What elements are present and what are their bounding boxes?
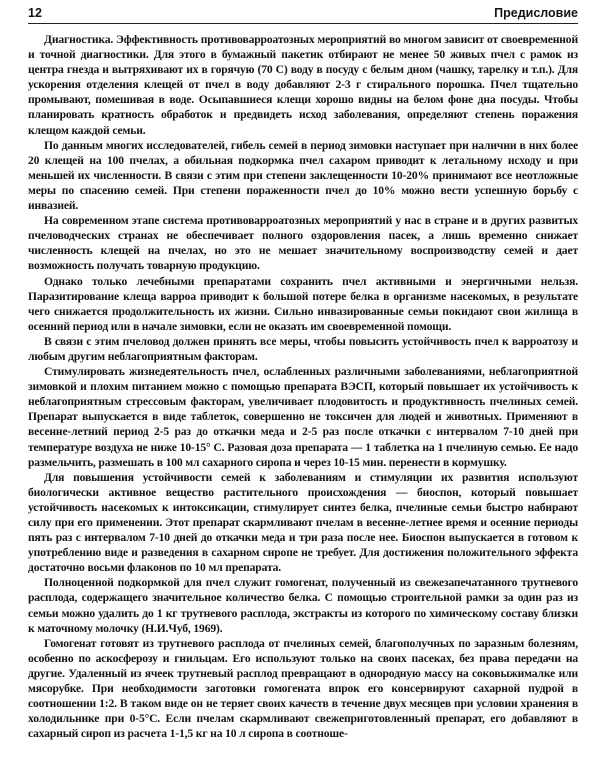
- paragraph-beekeeper-measures: В связи с этим пчеловод должен принять все меры, чтобы повысить устойчивость пчел к варроатозу и любым другим неблагоприятным факторам.: [28, 334, 578, 363]
- paragraph-diagnostics: Диагностика. Эффективность противоварроатозных мероприятий во многом зависит от своевременной и точной диагностики. Для этого в бумажный пакетик отбирают не менее 50 живых пчел с рамок из центра гнезда и вытряхивают их в горячую (70 С) воду в посуду с белым дном (чашку, тарелку и т.п.). Для ускорения отделения клещей от пчел в воду добавляют 2-3 г стирального порошка. Пчел тщательно промывают, помешивая в воде. Осыпавшиеся клещи хорошо видны на белом фоне дна посуды. Чтобы планировать кратность обработок и предвидеть исход заболевания, определяют степень поражения клещом каждой семьи.: [28, 33, 578, 137]
- section-title: Предисловие: [494, 6, 578, 20]
- page-body: [28, 32, 578, 752]
- paragraph-treatment-limits: Однако только лечебными препаратами сохранить пчел активными и энергичными нельзя. Паразитирование клеща варроа приводит к большой потере белка в организме насекомых, в результате чего снижается продолжительность их жизни. Сильно инвазированные семьи покидают свои жилища в осенний период или в начале зимовки, если не оказать им своевременной помощи.: [28, 274, 578, 333]
- page-number: 12: [28, 6, 42, 20]
- paragraph-vesp-preparation: Стимулировать жизнедеятельность пчел, ослабленных различными заболеваниями, неблагоприятной зимовкой и плохим питанием можно с помощью препарата ВЭСП, который повышает их устойчивость к неблагоприятным стрессовым факторам, увеличивает плодовитость и продуктивность пчелиных семей. Препарат выпускается в виде таблеток, совершенно не токсичен для людей и животных. Применяют в весенне-летний период 2-5 раз до откачки меда и 2-5 раз после откачки с интервалом 7-10 дней при температуре воздуха не ниже 10-15° С. Разовая доза препарата — 1 таблетка на 1 пчелиную семью. Ее надо размельчить, размешать в 100 мл сахарного сиропа и через 10-15 мин. перенести в кормушку.: [28, 365, 578, 469]
- paragraph-mite-threshold: По данным многих исследователей, гибель семей в период зимовки наступает при наличии в них более 20 клещей на 100 пчелах, а обильная подкормка пчел сахаром приводит к летальному исходу и при меньшей их численности. В связи с этим при степени заклещенности 10-20% принимают все неотложные меры по спасению семей. При степени пораженности пчел до 10% можно вести успешную борьбу с инвазией.: [28, 138, 578, 213]
- paragraph-current-system: На современном этапе система противоварроатозных мероприятий у нас в стране и в других развитых пчеловодческих странах не обеспечивает полного оздоровления пасек, а лишь временно снижает численность клещей на пчелах, но это не мешает значительному воспроизводству семей и дает возможность получать товарную продукцию.: [28, 214, 578, 273]
- paragraph-biospon: Для повышения устойчивости семей к заболеваниям и стимуляции их развития используют биологически активное вещество растительного происхождения — биоспон, который повышает устойчивость насекомых к интоксикации, стимулирует синтез белка, пчелиные семьи быстро набирают силу при его применении. Этот препарат скармливают пчелам в весенне-летнее время и осенние периоды пять раз с интервалом 7-10 дней до откачки меда и три раза после нее. Биоспон выпускается в готовом к употреблению виде и разведения в сахарном сиропе не требует. Для достижения положительного эффекта достаточно восьми флаконов по 10 мл препарата.: [28, 470, 578, 575]
- page-header: [28, 6, 578, 24]
- paragraph-homogenate-intro: Полноценной подкормкой для пчел служит гомогенат, полученный из свежезапечатанного трутневого расплода, содержащего значительное количество белка. С помощью строительной рамки за один раз из семьи можно удалить до 1 кг трутневого расплода, экстракты из которого по химическому составу близки к маточному молочку (Н.И.Чуб, 1969).: [28, 576, 578, 635]
- paragraph-homogenate-preparation: Гомогенат готовят из трутневого расплода от пчелиных семей, благополучных по заразным болезням, особенно по аскосферозу и гнильцам. Его используют только на своих пасеках, без права передачи на другие. Удаленный из ячеек трутневый расплод превращают в однородную массу на соковыжималке или мясорубке. При необходимости заготовки гомогената впрок его консервируют сахарной пудрой в соотношении 1:2. В таком виде он не теряет своих качеств в течение двух месяцев при условии хранения в холодильнике при 0-5°С. Если пчелам скармливают свежеприготовленный препарат, его добавляют в сахарный сироп из расчета 1-1,5 кг на 10 л сиропа в соотноше-: [28, 636, 578, 741]
